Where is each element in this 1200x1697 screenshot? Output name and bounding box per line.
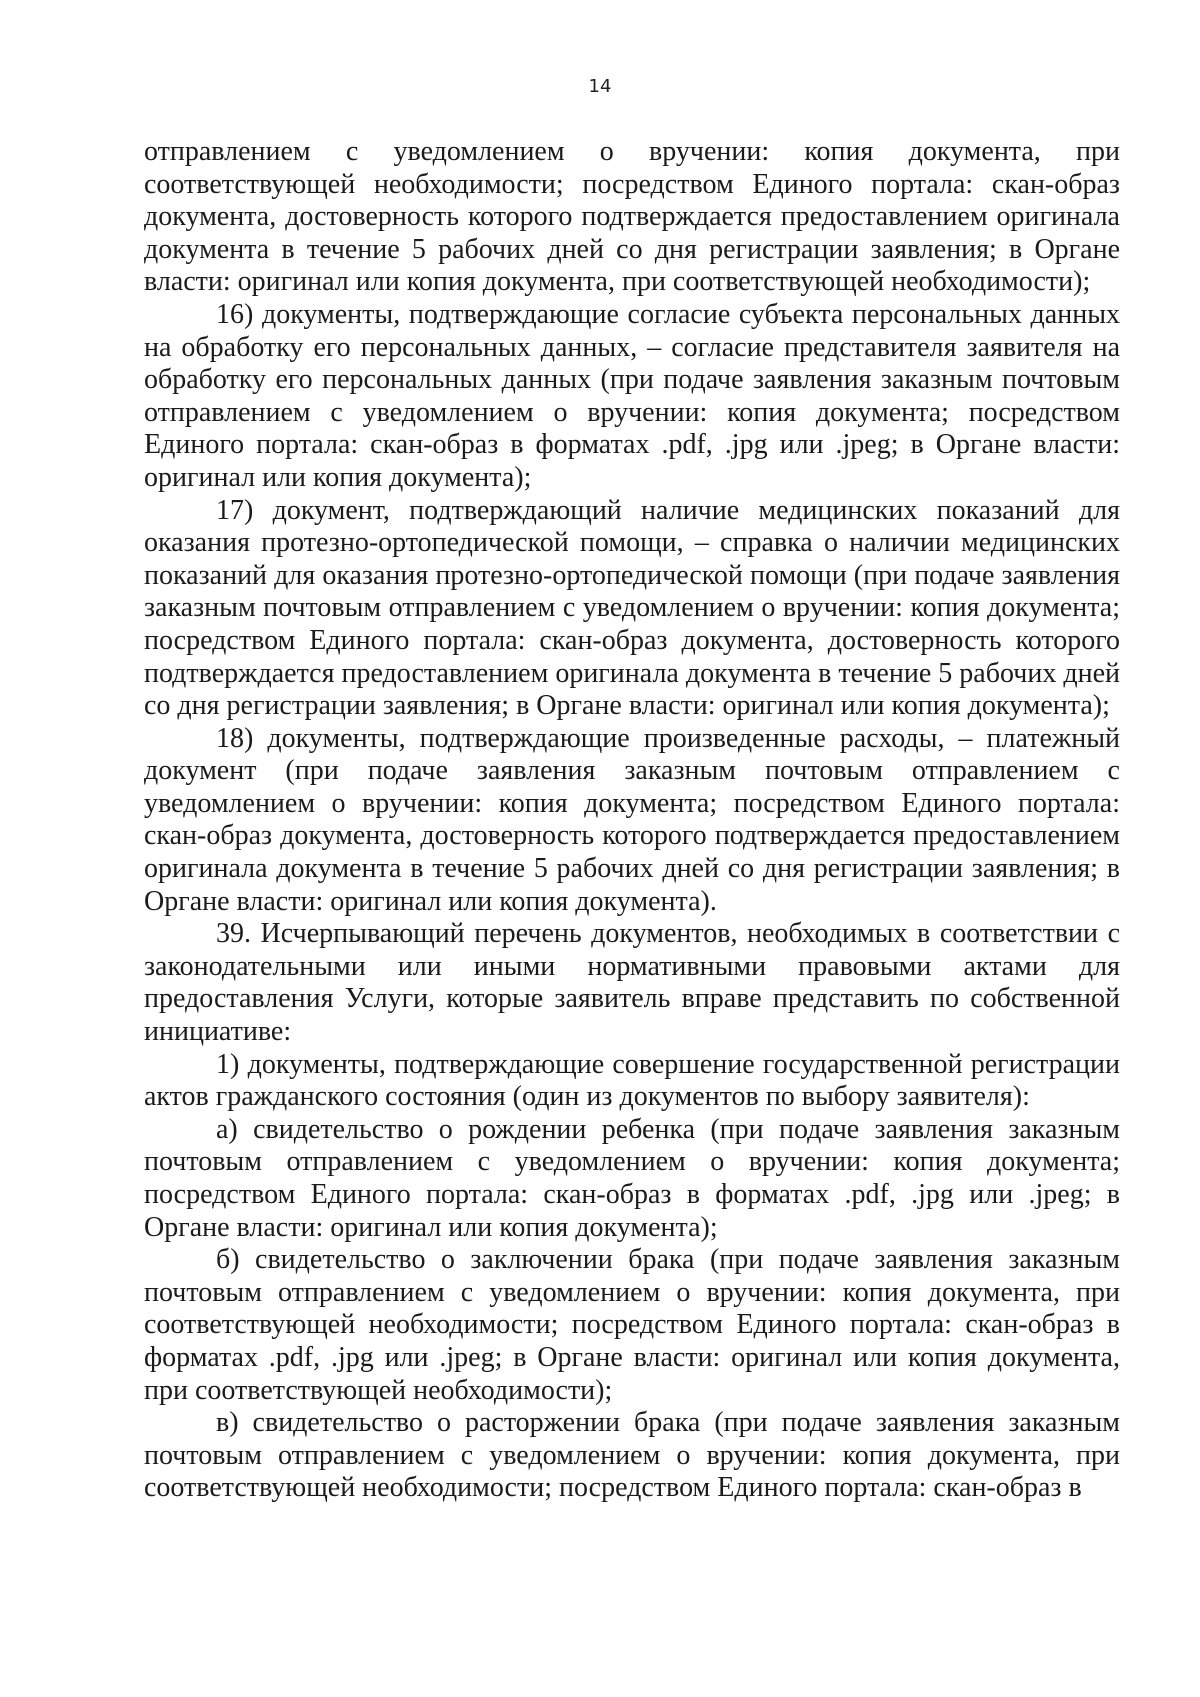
- paragraph-section-39: 39. Исчерпывающий перечень документов, необходимых в соответствии с законодательными или иными нормативными правовыми актами для предоставления Услуги, которые заявитель вправе представить по собственной инициативе:: [144, 918, 1120, 1048]
- paragraph-subitem-v: в) свидетельство о расторжении брака (при подаче заявления заказным почтовым отправлением с уведомлением о вручении: копия документа, при соответствующей необходимости; посредством Единого портала: скан-образ в: [144, 1407, 1120, 1504]
- page-number: 14: [588, 76, 612, 97]
- paragraph-item-18: 18) документы, подтверждающие произведенные расходы, – платежный документ (при подаче заявления заказным почтовым отправлением с уведомлением о вручении: копия документа; посредством Единого портала: скан-образ документа, достоверность которого подтверждается предоставлением оригинала документа в течение 5 рабочих дней со дня регистрации заявления; в Органе власти: оригинал или копия документа).: [144, 722, 1120, 917]
- paragraph-subitem-a: а) свидетельство о рождении ребенка (при подаче заявления заказным почтовым отправлением с уведомлением о вручении: копия документа; посредством Единого портала: скан-образ в форматах .pdf, .jpg или .jpeg; в Органе власти: оригинал или копия документа);: [144, 1113, 1120, 1243]
- paragraph-continuation: отправлением с уведомлением о вручении: копия документа, при соответствующей необходимости; посредством Единого портала: скан-образ документа, достоверность которого подтверждается предоставлением оригинала документа в течение 5 рабочих дней со дня регистрации заявления; в Органе власти: оригинал или копия документа, при соответствующей необходимости);: [144, 136, 1120, 298]
- paragraph-subitem-b: б) свидетельство о заключении брака (при подаче заявления заказным почтовым отправлением с уведомлением о вручении: копия документа, при соответствующей необходимости; посредством Единого портала: скан-образ в форматах .pdf, .jpg или .jpeg; в Органе власти: оригинал или копия документа, при соответствующей необходимости);: [144, 1244, 1120, 1406]
- document-body: [144, 136, 1120, 1505]
- paragraph-item-1: 1) документы, подтверждающие совершение государственной регистрации актов гражданского состояния (один из документов по выбору заявителя):: [144, 1048, 1120, 1113]
- paragraph-item-17: 17) документ, подтверждающий наличие медицинских показаний для оказания протезно-ортопедической помощи, – справка о наличии медицинских показаний для оказания протезно-ортопедической помощи (при подаче заявления заказным почтовым отправлением с уведомлением о вручении: копия документа; посредством Единого портала: скан-образ документа, достоверность которого подтверждается предоставлением оригинала документа в течение 5 рабочих дней со дня регистрации заявления; в Органе власти: оригинал или копия документа);: [144, 494, 1120, 722]
- paragraph-item-16: 16) документы, подтверждающие согласие субъекта персональных данных на обработку его персональных данных, – согласие представителя заявителя на обработку его персональных данных (при подаче заявления заказным почтовым отправлением с уведомлением о вручении: копия документа; посредством Единого портала: скан-образ в форматах .pdf, .jpg или .jpeg; в Органе власти: оригинал или копия документа);: [144, 298, 1120, 493]
